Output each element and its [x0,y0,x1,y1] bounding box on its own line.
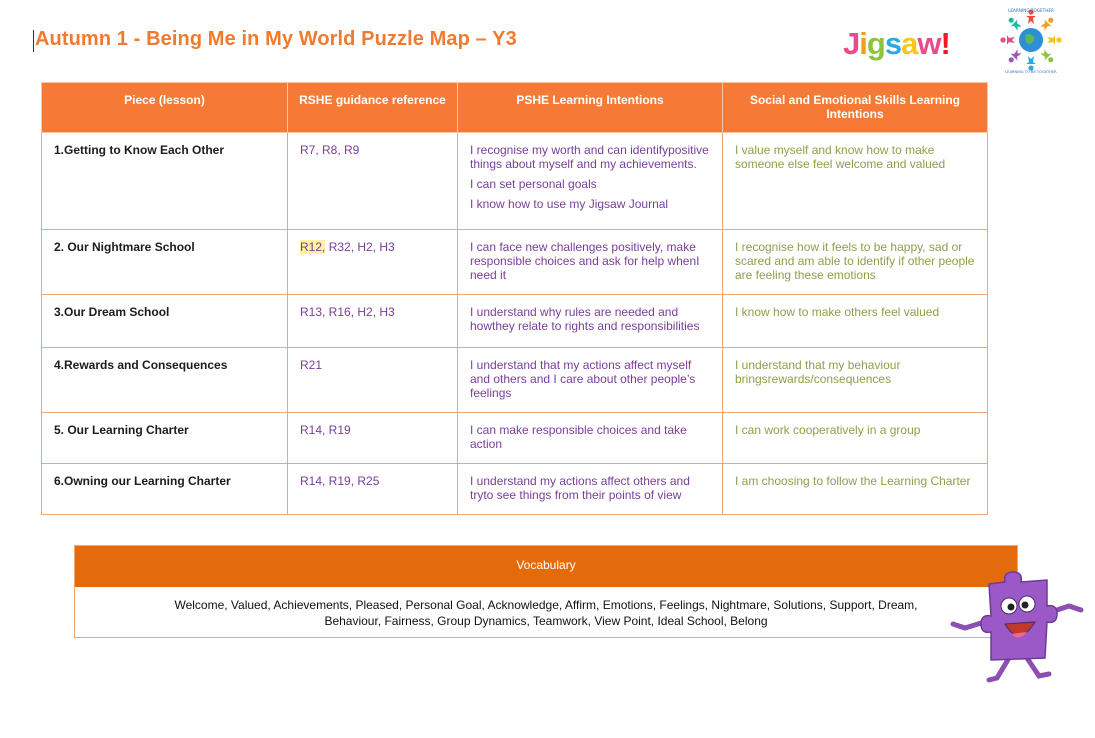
jigsaw-logo-text [843,24,950,64]
pshe-line: I know how to use my Jigsaw Journal [470,197,669,211]
logo-letter: g [866,26,885,61]
skills-cell: I am choosing to follow the Learning Charter [723,464,988,515]
vocabulary-heading: Vocabulary [75,546,1017,587]
header-pshe-intentions: PSHE Learning Intentions [458,83,723,133]
emblem-bottom-text: LEARNING TO BE TOGETHER [1005,70,1057,74]
emblem-figure [1000,35,1015,45]
header-rshe-reference: RSHE guidance reference [288,83,458,133]
page-title: Autumn 1 - Being Me in My World Puzzle Map – Y3 [35,28,517,50]
piece-cell: 4.Rewards and Consequences [42,348,288,413]
header-social-emotional-skills: Social and Emotional Skills Learning Intentions [723,83,988,133]
table-row [42,464,988,515]
pshe-line: I can make responsible choices and take action [470,423,687,451]
piece-cell: 2. Our Nightmare School [42,230,288,295]
pshe-line: I understand that my actions affect myself and others and I care about other people’s feelings [470,358,696,400]
table-row [42,133,988,230]
reference-cell: R7, R8, R9 [288,133,458,230]
table-header-row [42,83,988,133]
pshe-cell [458,413,723,464]
reference-cell: R13, R16, H2, H3 [288,295,458,348]
puzzle-map-table [41,82,988,515]
emblem-figure [1039,48,1056,65]
text-cursor [33,30,34,52]
vocabulary-list [75,587,1017,637]
pshe-cell [458,295,723,348]
skills-cell: I understand that my behaviour bringsrewards/consequences [723,348,988,413]
skills-cell: I know how to make others feel valued [723,295,988,348]
logo-letter: J [843,26,860,61]
pshe-line: I understand my actions affect others and tryto see things from their points of view [470,474,690,502]
table-row [42,413,988,464]
learning-together-emblem [996,4,1066,76]
skills-cell: I recognise how it feels to be happy, sad or scared and am able to identify if other people are feeling these emotions [723,230,988,295]
emblem-figure [1026,56,1036,71]
reference-cell [288,230,458,295]
table-row [42,348,988,413]
pshe-cell [458,133,723,230]
emblem-figure [1006,48,1023,65]
emblem-figure [1047,35,1062,45]
table-row [42,230,988,295]
pshe-cell [458,230,723,295]
logo-letter: i [859,26,867,61]
pshe-cell [458,464,723,515]
reference-cell: R21 [288,348,458,413]
emblem-figure [1039,15,1056,32]
vocabulary-line: Welcome, Valued, Achievements, Pleased, Personal Goal, Acknowledge, Affirm, Emotions, Feelings, Nightmare, Solutions, Support, Dream, [174,598,918,612]
pshe-line: I recognise my worth and can identifypositive things about myself and my achievements. [470,143,709,171]
vocabulary-line: Behaviour, Fairness, Group Dynamics, Teamwork, View Point, Ideal School, Belong [324,614,768,628]
skills-cell: I can work cooperatively in a group [723,413,988,464]
highlighted-reference: R12, [300,240,326,254]
logo-letter: a [901,26,918,61]
piece-cell: 3.Our Dream School [42,295,288,348]
pshe-line: I can face new challenges positively, make responsible choices and ask for help whenI need it [470,240,700,282]
jigsaw-logo [843,20,978,70]
reference-cell: R14, R19 [288,413,458,464]
piece-cell: 6.Owning our Learning Charter [42,464,288,515]
logo-letter: ! [940,26,950,61]
piece-cell: 1.Getting to Know Each Other [42,133,288,230]
header-piece: Piece (lesson) [42,83,288,133]
jigsaw-mascot-icon [947,566,1087,691]
pshe-line: I can set personal goals [470,177,597,191]
logo-letter: s [884,26,902,61]
emblem-figure [1006,15,1023,32]
skills-cell: I value myself and know how to make someone else feel welcome and valued [723,133,988,230]
piece-cell: 5. Our Learning Charter [42,413,288,464]
pshe-cell [458,348,723,413]
reference-cell: R14, R19, R25 [288,464,458,515]
logo-letter: w [917,26,941,61]
reference-text: R32, H2, H3 [325,240,395,254]
vocabulary-box [74,545,1018,638]
pshe-line: I understand why rules are needed and howthey relate to rights and responsibilities [470,305,700,333]
emblem-top-text: LEARNING TOGETHER [1008,8,1054,13]
table-row [42,295,988,348]
